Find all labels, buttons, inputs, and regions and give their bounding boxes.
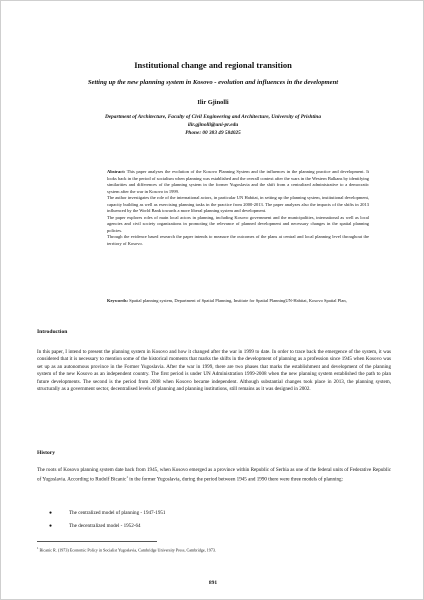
bullet-icon: ● <box>49 523 53 529</box>
paper-title: Institutional change and regional transition <box>134 60 292 70</box>
history-text-b: in the former Yugoslavia, during the period between 1945 and 1990 there were three models of planning: <box>127 477 344 484</box>
bullet-icon: ● <box>49 510 53 516</box>
list-item-text: The centralized model of planning - 1947-1951 <box>69 509 166 516</box>
paper-subtitle: Setting up the new planning system in Kosovo - evolution and influences in the development <box>87 79 339 86</box>
planning-models-list <box>49 507 389 533</box>
introduction-heading: Introduction <box>37 329 68 335</box>
author-phone: Phone: 00 383 49 584025 <box>185 129 241 136</box>
abstract-paragraph-2: The author investigates the role of the international actors, in particular UN Habitat, in setting up the planning system, institutional development, capacity building as well as exercising planning tasks in the practice from 2000-2013. The paper analyzes also the impacts of the shifts in 2013 influenced by the World Bank towards a more liberal planning system and development. <box>107 195 369 213</box>
abstract-paragraph-3: The paper explores roles of main local actors in planning, including Kosovo government and the municipalities, international as well as local agencies and civil society organizations in promoting the relevance of planned development and necessary changes in the spatial planning policies. <box>107 214 369 233</box>
footnote-reference[interactable]: 1 <box>126 475 128 480</box>
affiliation: Department of Architecture, Faculty of Civil Engineering and Architecture, University of Prishtina <box>104 114 322 120</box>
footnote <box>37 545 391 553</box>
keywords-text: Spatial planning system, Department of Spatial Planning, Institute for Spatial PlanningUN-Habitat, Kosovo Spatial Plan, <box>129 298 347 303</box>
author-email: ilir.gjinolli@uni-pr.edu <box>187 121 239 128</box>
list-item <box>49 520 389 533</box>
abstract-paragraph-4: Through the evidence based research the paper intends to measure the outcomes of the plans at central and local planning level throughout the territory of Kosovo. <box>107 234 369 246</box>
introduction-text <box>37 349 391 393</box>
page-number: 891 <box>208 580 218 586</box>
footnote-divider <box>37 541 157 542</box>
abstract-text-1: This paper analyses the evolution of the Kosovo Planning System and the influences in the planning practice and development. It looks back in the period of socialism when planning was established and the overall context after the wars in the Western Balkans by identifying similarities and differences of the planning system in the former Yugoslavia and the shift from a centralized administrative to a democratic system after the war in Kosovo in 1999. <box>107 169 369 194</box>
footnote-mark: 1 <box>37 546 39 550</box>
list-item-text: The decentralized model - 1952-64 <box>69 522 141 529</box>
footnote-text: Bicanic R. (1973) Economic Policy in Socialist Yugoslavia, Cambridge University Press, Cambridge, 1973. <box>38 547 216 553</box>
keywords <box>107 298 369 305</box>
introduction-paragraph: In this paper, I intend to present the planning system in Kosovo and how it changed after the war in 1999 to date. In order to trace back the emergence of the system, it was considered that it is necessary to mention some of the historical moments that marks the shifts in the development of planning as a profession since 1945 when Kosovo was set up as an autonomous province in the Former Yugoslavia. After the war in 1999, there are two phases that marks the establishment and development of the planning system of the new Kosovo as an independent country. The first period is under UN Administration 1999-2008 when the new planning system established the path to plan future developments. The second is the period from 2008 when Kosovo became independent. Although substantial changes took place in 2013, the planning system, structurally as a government sector, decentralised levels of planning and planning institutions, still remains as it was designed in 2002. <box>37 349 391 393</box>
history-paragraph <box>37 467 391 485</box>
keywords-label: Keywords: <box>107 298 128 303</box>
author-name: Ilir Gjinolli <box>197 99 229 106</box>
abstract-paragraph-1 <box>107 169 369 195</box>
history-heading: History <box>37 450 56 456</box>
history-text <box>37 467 391 485</box>
abstract-label: Abstract: <box>107 169 126 174</box>
history-text-a: The roots of Kosovo planning system date back from 1945, when Kosovo emerged as a province within Republic of Serbia as one of the federal units of Federative Republic of Yugoslavia. According to Rudolf Bicanic <box>37 467 391 484</box>
abstract <box>107 169 369 247</box>
author-affiliation-block <box>21 114 405 137</box>
list-item <box>49 507 389 520</box>
